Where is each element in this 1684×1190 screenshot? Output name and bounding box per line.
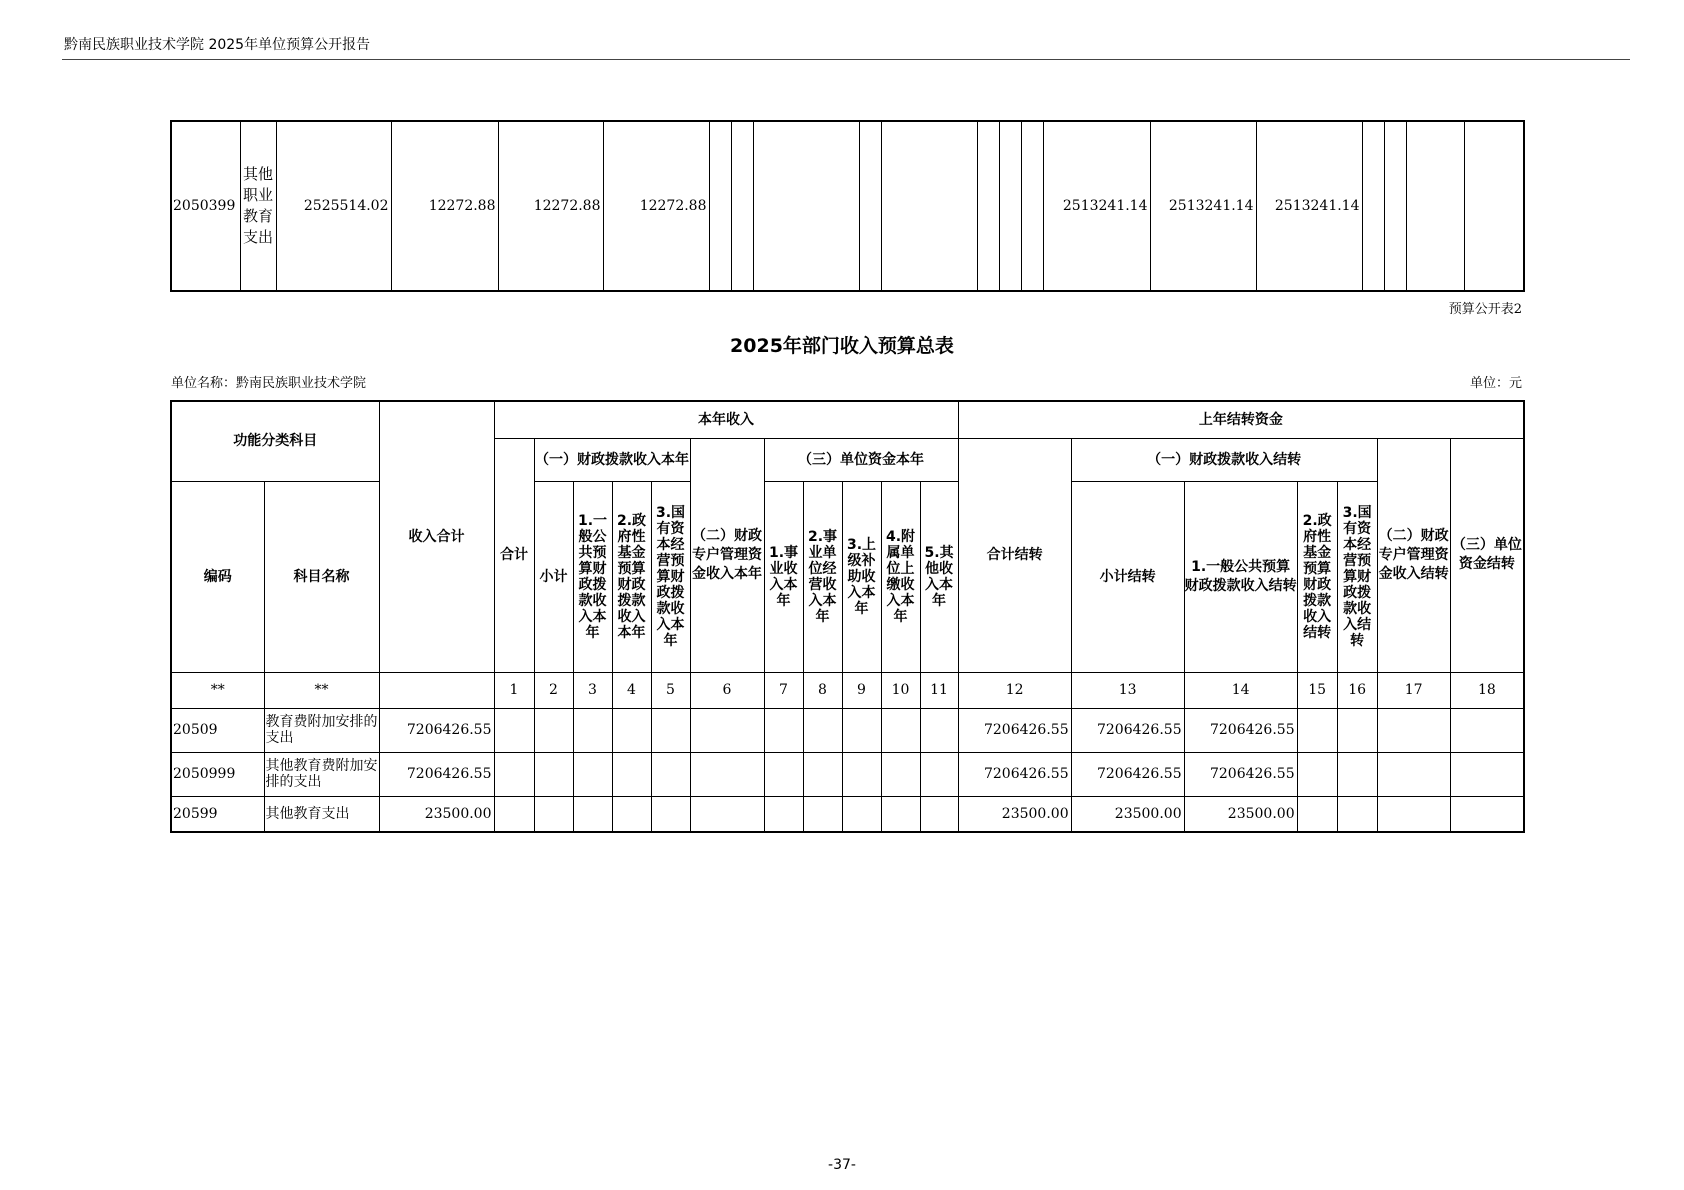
income-budget-table: [170, 400, 1525, 833]
empty-cell: [1450, 752, 1524, 796]
header-dept-special-carry: （二）财政专户管理资金收入结转: [1377, 438, 1450, 672]
unit-name: 单位名称：黔南民族职业技术学院: [171, 376, 367, 391]
table-row: [171, 708, 1524, 752]
header-gov-fund-carry: 2.政府性基金预算财政拨款收入结转: [1297, 481, 1337, 672]
header-subtotal: 小计: [534, 481, 573, 672]
column-number: 15: [1297, 672, 1337, 708]
empty-cell: [881, 708, 920, 752]
column-number: 18: [1450, 672, 1524, 708]
empty-cell: [764, 708, 803, 752]
subject-name-cell: 其他职业教育支出: [240, 121, 276, 291]
total-income-cell: 23500.00: [379, 796, 494, 832]
column-number: 2: [534, 672, 573, 708]
column-number: 17: [1377, 672, 1450, 708]
empty-cell: [881, 121, 977, 291]
empty-cell: [494, 752, 534, 796]
header-state-capital: 3.国有资本经营预算财政拨款收入本年: [651, 481, 690, 672]
empty-cell: [999, 121, 1021, 291]
total-carry-cell: 7206426.55: [958, 708, 1071, 752]
column-number: 4: [612, 672, 651, 708]
subject-code-cell: 2050999: [171, 752, 264, 796]
column-number: 16: [1337, 672, 1377, 708]
header-prior-carryover: 上年结转资金: [958, 401, 1524, 438]
empty-cell: [1337, 752, 1377, 796]
empty-cell: [690, 752, 764, 796]
table-row: [171, 752, 1524, 796]
general-carry-cell: 23500.00: [1184, 796, 1297, 832]
column-number: **: [171, 672, 264, 708]
subtotal-carry-cell: 23500.00: [1071, 796, 1184, 832]
general-carry-cell: 7206426.55: [1184, 752, 1297, 796]
subject-name-cell: 教育费附加安排的支出: [264, 708, 379, 752]
value-cell: 2513241.14: [1150, 121, 1256, 291]
column-number: 12: [958, 672, 1071, 708]
empty-cell: [764, 796, 803, 832]
empty-cell: [1384, 121, 1406, 291]
empty-cell: [534, 796, 573, 832]
column-number: 1: [494, 672, 534, 708]
empty-cell: [1297, 752, 1337, 796]
header-subject-name: 科目名称: [264, 481, 379, 672]
subject-code-cell: 20599: [171, 796, 264, 832]
header-code: 编码: [171, 481, 264, 672]
header-total-income: 收入合计: [379, 401, 494, 672]
empty-cell: [709, 121, 731, 291]
empty-cell: [494, 708, 534, 752]
empty-cell: [731, 121, 753, 291]
header-func-category: 功能分类科目: [171, 401, 379, 481]
empty-cell: [1021, 121, 1043, 291]
empty-cell: [612, 752, 651, 796]
empty-cell: [803, 708, 842, 752]
empty-cell: [881, 796, 920, 832]
empty-cell: [573, 796, 612, 832]
table-tag: 预算公开表2: [1448, 302, 1522, 317]
column-number: **: [264, 672, 379, 708]
empty-cell: [842, 796, 881, 832]
empty-cell: [612, 708, 651, 752]
empty-cell: [1297, 708, 1337, 752]
empty-cell: [494, 796, 534, 832]
table-row: [171, 121, 1524, 291]
subject-code-cell: 2050399: [171, 121, 240, 291]
value-cell: 12272.88: [391, 121, 498, 291]
empty-cell: [1450, 708, 1524, 752]
page-number: -37-: [828, 1157, 856, 1173]
empty-cell: [753, 121, 859, 291]
subject-code-cell: 20509: [171, 708, 264, 752]
empty-cell: [1377, 752, 1450, 796]
value-cell: 12272.88: [603, 121, 709, 291]
header-unit-funds-carry: （三）单位资金结转: [1450, 438, 1524, 672]
column-number: 3: [573, 672, 612, 708]
empty-cell: [1297, 796, 1337, 832]
general-carry-cell: 7206426.55: [1184, 708, 1297, 752]
empty-cell: [651, 796, 690, 832]
total-income-cell: 7206426.55: [379, 708, 494, 752]
empty-cell: [1377, 708, 1450, 752]
subject-name-cell: 其他教育支出: [264, 796, 379, 832]
empty-cell: [881, 752, 920, 796]
column-number-row: [171, 672, 1524, 708]
empty-cell: [690, 796, 764, 832]
empty-cell: [920, 708, 958, 752]
column-number: 9: [842, 672, 881, 708]
header-general-budget: 1.一般公共预算财政拨款收入本年: [573, 481, 612, 672]
header-row: [171, 401, 1524, 438]
column-number: 13: [1071, 672, 1184, 708]
column-number: 10: [881, 672, 920, 708]
header-divider: [62, 59, 1630, 60]
subject-name-cell: 其他教育费附加安排的支出: [264, 752, 379, 796]
empty-cell: [1464, 121, 1524, 291]
subtotal-carry-cell: 7206426.55: [1071, 708, 1184, 752]
empty-cell: [920, 796, 958, 832]
empty-cell: [534, 708, 573, 752]
header-state-capital-carry: 3.国有资本经营预算财政拨款收入结转: [1337, 481, 1377, 672]
table-title: 2025年部门收入预算总表: [730, 335, 954, 357]
header-current-year: 本年收入: [494, 401, 958, 438]
empty-cell: [842, 708, 881, 752]
empty-cell: [803, 796, 842, 832]
column-number: 8: [803, 672, 842, 708]
empty-cell: [977, 121, 999, 291]
header-total: 合计: [494, 438, 534, 672]
table-row: [171, 796, 1524, 832]
total-income-cell: 7206426.55: [379, 752, 494, 796]
empty-cell: [690, 708, 764, 752]
empty-cell: [1337, 796, 1377, 832]
subtotal-carry-cell: 7206426.55: [1071, 752, 1184, 796]
header-fiscal-alloc: （一）财政拨款收入本年: [534, 438, 690, 481]
value-cell: 2513241.14: [1256, 121, 1362, 291]
empty-cell: [803, 752, 842, 796]
empty-cell: [1450, 796, 1524, 832]
header-business-income: 1.事业收入本年: [764, 481, 803, 672]
empty-cell: [651, 752, 690, 796]
header-operating-income: 2.事业单位经营收入本年: [803, 481, 842, 672]
header-other-income: 5.其他收入本年: [920, 481, 958, 672]
column-number: 11: [920, 672, 958, 708]
empty-cell: [534, 752, 573, 796]
header-superior-subsidy: 3.上级补助收入本年: [842, 481, 881, 672]
document-header-title: 黔南民族职业技术学院 2025年单位预算公开报告: [64, 37, 371, 53]
total-carry-cell: 23500.00: [958, 796, 1071, 832]
column-number: 6: [690, 672, 764, 708]
empty-cell: [842, 752, 881, 796]
empty-cell: [573, 752, 612, 796]
column-number: 14: [1184, 672, 1297, 708]
header-general-carry: 1.一般公共预算财政拨款收入结转: [1184, 481, 1297, 672]
empty-cell: [1406, 121, 1464, 291]
column-number: [379, 672, 494, 708]
empty-cell: [1377, 796, 1450, 832]
empty-cell: [651, 708, 690, 752]
column-number: 7: [764, 672, 803, 708]
empty-cell: [612, 796, 651, 832]
value-cell: 12272.88: [498, 121, 603, 291]
currency-unit: 单位：元: [1469, 376, 1522, 391]
header-fiscal-carry: （一）财政拨款收入结转: [1071, 438, 1377, 481]
empty-cell: [764, 752, 803, 796]
header-row: [171, 481, 1524, 672]
column-number: 5: [651, 672, 690, 708]
total-carry-cell: 7206426.55: [958, 752, 1071, 796]
header-affiliated-income: 4.附属单位上缴收入本年: [881, 481, 920, 672]
empty-cell: [573, 708, 612, 752]
value-cell: 2513241.14: [1043, 121, 1150, 291]
empty-cell: [1337, 708, 1377, 752]
header-unit-funds: （三）单位资金本年: [764, 438, 958, 481]
continued-expenditure-table: [170, 120, 1525, 292]
empty-cell: [859, 121, 881, 291]
header-gov-fund: 2.政府性基金预算财政拨款收入本年: [612, 481, 651, 672]
empty-cell: [1362, 121, 1384, 291]
header-subtotal-carry: 小计结转: [1071, 481, 1184, 672]
total-cell: 2525514.02: [276, 121, 391, 291]
header-dept-special: （二）财政专户管理资金收入本年: [690, 438, 764, 672]
header-total-carry: 合计结转: [958, 438, 1071, 672]
empty-cell: [920, 752, 958, 796]
